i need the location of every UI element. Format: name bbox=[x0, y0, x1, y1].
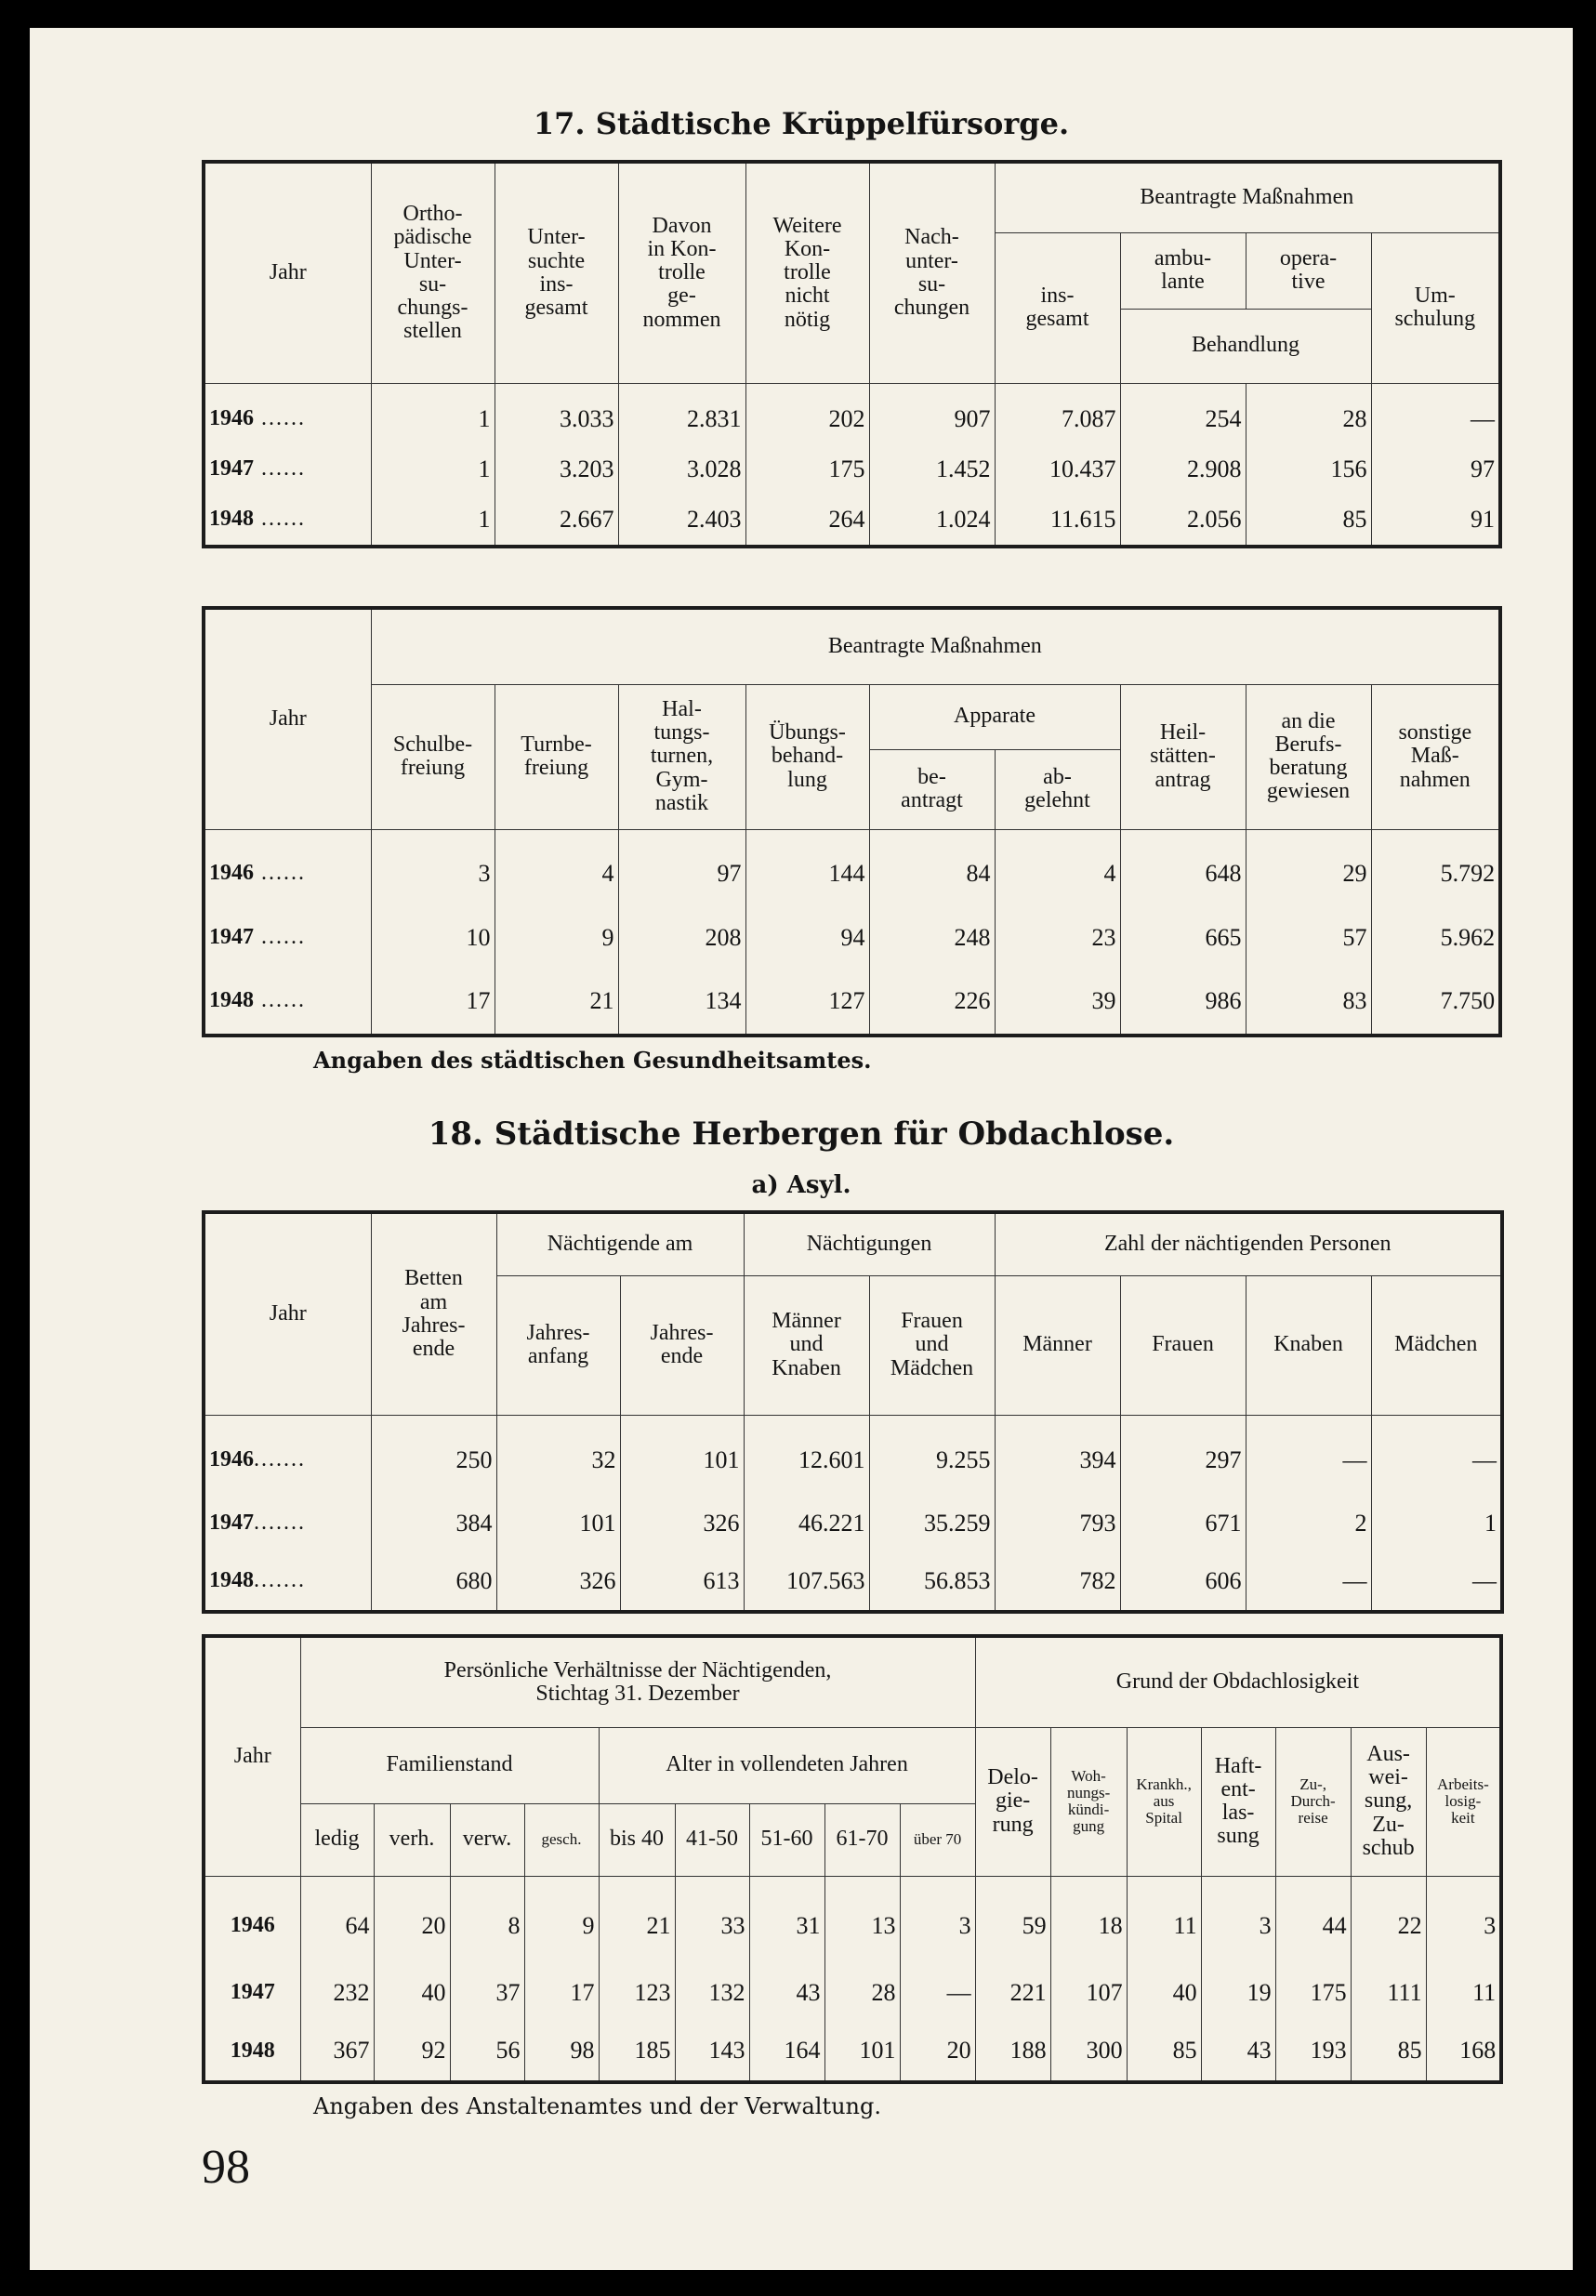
value-cell: 164 bbox=[749, 2021, 824, 2082]
year-cell: 1946 bbox=[209, 861, 254, 885]
value-cell: 19 bbox=[1201, 1965, 1275, 2021]
col-abgelehnt: ab- gelehnt bbox=[995, 749, 1120, 829]
group-alter: Alter in vollendeten Jahren bbox=[599, 1727, 975, 1803]
value-cell: 40 bbox=[374, 1965, 450, 2021]
value-cell: 127 bbox=[745, 968, 869, 1036]
value-cell: 680 bbox=[371, 1551, 496, 1612]
group-grund-obdachlosigkeit: Grund der Obdachlosigkeit bbox=[975, 1636, 1501, 1727]
document-page bbox=[30, 28, 1573, 2270]
col-behandlung: Behandlung bbox=[1120, 309, 1371, 383]
value-cell: 9.255 bbox=[869, 1415, 995, 1495]
source-note-gesundheitsamt: Angaben des städtischen Gesundheitsamtes. bbox=[313, 1047, 872, 1074]
year-cell: 1947 bbox=[209, 456, 254, 482]
col-jahr: Jahr bbox=[204, 608, 371, 829]
col-haltungsturnen: Hal- tungs- turnen, Gym- nastik bbox=[618, 684, 745, 829]
group-naechtigungen: Nächtigungen bbox=[744, 1212, 995, 1275]
year-cell: 1948 bbox=[209, 1567, 254, 1592]
col-jahresende: Jahres- ende bbox=[620, 1275, 744, 1415]
value-cell: 101 bbox=[824, 2021, 900, 2082]
value-cell: 2.831 bbox=[618, 383, 745, 445]
col-maenner: Männer bbox=[995, 1275, 1120, 1415]
value-cell: 46.221 bbox=[744, 1495, 869, 1550]
value-cell: 1.024 bbox=[869, 494, 995, 547]
col-insgesamt: ins- gesamt bbox=[995, 232, 1120, 383]
year-cell: 1948 bbox=[209, 506, 254, 531]
value-cell: 394 bbox=[995, 1415, 1120, 1495]
value-cell: 44 bbox=[1275, 1876, 1351, 1965]
col-umschulung: Um- schulung bbox=[1371, 232, 1500, 383]
col-61-70: 61-70 bbox=[824, 1803, 900, 1876]
table-row: 1946 ...... 1 3.033 2.831 202 907 7.087 254 28 — bbox=[204, 383, 1500, 445]
value-cell: 21 bbox=[599, 1876, 675, 1965]
col-jahr: Jahr bbox=[204, 162, 371, 383]
value-cell: 326 bbox=[496, 1551, 620, 1612]
value-cell: — bbox=[1246, 1415, 1371, 1495]
col-sonstige-massnahmen: sonstige Maß- nahmen bbox=[1371, 684, 1500, 829]
value-cell: 59 bbox=[975, 1876, 1050, 1965]
value-cell: 40 bbox=[1127, 1965, 1201, 2021]
col-schulbefreiung: Schulbe- freiung bbox=[371, 684, 495, 829]
table-obdachlose-verhaeltnisse bbox=[202, 1634, 1503, 2084]
value-cell: 83 bbox=[1246, 968, 1371, 1036]
value-cell: 326 bbox=[620, 1495, 744, 1550]
value-cell: 250 bbox=[371, 1415, 496, 1495]
value-cell: 28 bbox=[824, 1965, 900, 2021]
col-kontrolle-nicht-noetig: Weitere Kon- trolle nicht nötig bbox=[745, 162, 869, 383]
col-wohnungskuendigung: Woh- nungs- kündi- gung bbox=[1050, 1727, 1127, 1876]
table-row: 1946....... 250 32 101 12.601 9.255 394 297 — — bbox=[204, 1415, 1502, 1495]
value-cell: 2 bbox=[1246, 1495, 1371, 1550]
col-orthopaedische-stellen: Ortho- pädische Unter- su- chungs- stellen bbox=[371, 162, 495, 383]
value-cell: 2.667 bbox=[495, 494, 618, 547]
value-cell: 3 bbox=[371, 829, 495, 908]
value-cell: 208 bbox=[618, 908, 745, 968]
value-cell: 2.056 bbox=[1120, 494, 1246, 547]
value-cell: 297 bbox=[1120, 1415, 1246, 1495]
value-cell: 32 bbox=[496, 1415, 620, 1495]
value-cell: 28 bbox=[1246, 383, 1371, 445]
value-cell: 986 bbox=[1120, 968, 1246, 1036]
value-cell: 613 bbox=[620, 1551, 744, 1612]
value-cell: 101 bbox=[496, 1495, 620, 1550]
value-cell: 39 bbox=[995, 968, 1120, 1036]
value-cell: 384 bbox=[371, 1495, 496, 1550]
year-cell: 1946 bbox=[209, 1446, 254, 1471]
value-cell: 175 bbox=[1275, 1965, 1351, 2021]
value-cell: 97 bbox=[1371, 445, 1500, 494]
value-cell: 793 bbox=[995, 1495, 1120, 1550]
col-beantragt: be- antragt bbox=[869, 749, 995, 829]
value-cell: 11 bbox=[1127, 1876, 1201, 1965]
col-heilstaettenantrag: Heil- stätten- antrag bbox=[1120, 684, 1246, 829]
source-note-anstaltenamt: Angaben des Anstaltenamtes und der Verwaltung. bbox=[313, 2093, 881, 2119]
value-cell: 31 bbox=[749, 1876, 824, 1965]
value-cell: 606 bbox=[1120, 1551, 1246, 1612]
value-cell: 7.750 bbox=[1371, 968, 1500, 1036]
value-cell: 4 bbox=[495, 829, 618, 908]
value-cell: 11 bbox=[1426, 1965, 1501, 2021]
value-cell: 98 bbox=[524, 2021, 599, 2082]
table-row bbox=[204, 2021, 1501, 2082]
col-frauen-und-maedchen: Frauen und Mädchen bbox=[869, 1275, 995, 1415]
value-cell: 156 bbox=[1246, 445, 1371, 494]
page-number: 98 bbox=[202, 2141, 250, 2194]
table-row: 1947 ...... 1 3.203 3.028 175 1.452 10.437 2.908 156 97 bbox=[204, 445, 1500, 494]
value-cell: 2.908 bbox=[1120, 445, 1246, 494]
col-maedchen: Mädchen bbox=[1371, 1275, 1502, 1415]
group-zahl-personen: Zahl der nächtigenden Personen bbox=[995, 1212, 1502, 1275]
section-18-title: 18. Städtische Herbergen für Obdachlose. bbox=[428, 1115, 1175, 1153]
group-apparate: Apparate bbox=[869, 684, 1120, 749]
value-cell: 3 bbox=[900, 1876, 975, 1965]
col-ambulante: ambu- lante bbox=[1120, 232, 1246, 309]
value-cell: 671 bbox=[1120, 1495, 1246, 1550]
value-cell: 4 bbox=[995, 829, 1120, 908]
value-cell: 111 bbox=[1351, 1965, 1426, 2021]
col-41-50: 41-50 bbox=[675, 1803, 749, 1876]
col-jahresanfang: Jahres- anfang bbox=[496, 1275, 620, 1415]
value-cell: 10.437 bbox=[995, 445, 1120, 494]
table-row: 1947 ...... 10 9 208 94 248 23 665 57 5.962 bbox=[204, 908, 1500, 968]
col-ledig: ledig bbox=[300, 1803, 374, 1876]
value-cell: 248 bbox=[869, 908, 995, 968]
value-cell: 185 bbox=[599, 2021, 675, 2082]
value-cell: 5.792 bbox=[1371, 829, 1500, 908]
value-cell: 5.962 bbox=[1371, 908, 1500, 968]
value-cell: 1 bbox=[371, 494, 495, 547]
col-ueber-70: über 70 bbox=[900, 1803, 975, 1876]
col-berufsberatung: an die Berufs- beratung gewiesen bbox=[1246, 684, 1371, 829]
value-cell: 9 bbox=[524, 1876, 599, 1965]
group-naechtigende-am: Nächtigende am bbox=[496, 1212, 744, 1275]
value-cell: — bbox=[1371, 1551, 1502, 1612]
value-cell: 107.563 bbox=[744, 1551, 869, 1612]
year-cell: 1946 bbox=[209, 405, 254, 430]
value-cell: — bbox=[1371, 1415, 1502, 1495]
table-kruppelfursorge-2 bbox=[202, 606, 1502, 1037]
group-beantragte-massnahmen: Beantragte Maßnahmen bbox=[371, 608, 1500, 684]
col-durchreise: Zu-, Durch- reise bbox=[1275, 1727, 1351, 1876]
table-row: 1948 ...... 17 21 134 127 226 39 986 83 7.750 bbox=[204, 968, 1500, 1036]
value-cell: 3.033 bbox=[495, 383, 618, 445]
value-cell: 13 bbox=[824, 1876, 900, 1965]
table-kruppelfursorge-1 bbox=[202, 160, 1502, 548]
value-cell: — bbox=[1246, 1551, 1371, 1612]
col-delogierung: Delo- gie- rung bbox=[975, 1727, 1050, 1876]
group-familienstand: Familienstand bbox=[300, 1727, 599, 1803]
value-cell: 134 bbox=[618, 968, 745, 1036]
col-jahr: Jahr bbox=[204, 1636, 300, 1876]
col-knaben: Knaben bbox=[1246, 1275, 1371, 1415]
value-cell: 23 bbox=[995, 908, 1120, 968]
value-cell: 91 bbox=[1371, 494, 1500, 547]
value-cell: 92 bbox=[374, 2021, 450, 2082]
value-cell: 2.403 bbox=[618, 494, 745, 547]
col-haftentlassung: Haft- ent- las- sung bbox=[1201, 1727, 1275, 1876]
value-cell: 143 bbox=[675, 2021, 749, 2082]
group-persoenliche-verhaeltnisse: Persönliche Verhältnisse der Nächtigenden, Stichtag 31. Dezember bbox=[300, 1636, 975, 1727]
value-cell: 85 bbox=[1127, 2021, 1201, 2082]
year-cell: 1947 bbox=[230, 1980, 275, 2005]
col-operative: opera- tive bbox=[1246, 232, 1371, 309]
value-cell: 188 bbox=[975, 2021, 1050, 2082]
value-cell: 665 bbox=[1120, 908, 1246, 968]
value-cell: 18 bbox=[1050, 1876, 1127, 1965]
year-cell: 1946 bbox=[230, 1912, 275, 1937]
value-cell: 35.259 bbox=[869, 1495, 995, 1550]
value-cell: 22 bbox=[1351, 1876, 1426, 1965]
value-cell: 144 bbox=[745, 829, 869, 908]
value-cell: 132 bbox=[675, 1965, 749, 2021]
value-cell: 64 bbox=[300, 1876, 374, 1965]
value-cell: 94 bbox=[745, 908, 869, 968]
value-cell: 29 bbox=[1246, 829, 1371, 908]
col-verh: verh. bbox=[374, 1803, 450, 1876]
value-cell: 8 bbox=[450, 1876, 524, 1965]
value-cell: 85 bbox=[1351, 2021, 1426, 2082]
group-beantragte-massnahmen: Beantragte Maßnahmen bbox=[995, 162, 1500, 232]
value-cell: 20 bbox=[900, 2021, 975, 2082]
value-cell: 168 bbox=[1426, 2021, 1501, 2082]
value-cell: 1.452 bbox=[869, 445, 995, 494]
table-asyl bbox=[202, 1210, 1504, 1614]
value-cell: 3 bbox=[1426, 1876, 1501, 1965]
section-18-subtitle: a) Asyl. bbox=[751, 1171, 851, 1199]
value-cell: 37 bbox=[450, 1965, 524, 2021]
value-cell: 84 bbox=[869, 829, 995, 908]
value-cell: 221 bbox=[975, 1965, 1050, 2021]
value-cell: 9 bbox=[495, 908, 618, 968]
table-row: 1948....... 680 326 613 107.563 56.853 782 606 — — bbox=[204, 1551, 1502, 1612]
value-cell: 782 bbox=[995, 1551, 1120, 1612]
value-cell: 56.853 bbox=[869, 1551, 995, 1612]
value-cell: 3 bbox=[1201, 1876, 1275, 1965]
table-row: 1946 ...... 3 4 97 144 84 4 648 29 5.792 bbox=[204, 829, 1500, 908]
value-cell: 43 bbox=[749, 1965, 824, 2021]
col-frauen: Frauen bbox=[1120, 1275, 1246, 1415]
col-ausweisung: Aus- wei- sung, Zu- schub bbox=[1351, 1727, 1426, 1876]
value-cell: 7.087 bbox=[995, 383, 1120, 445]
col-verw: verw. bbox=[450, 1803, 524, 1876]
value-cell: 226 bbox=[869, 968, 995, 1036]
value-cell: 85 bbox=[1246, 494, 1371, 547]
year-cell: 1948 bbox=[230, 2038, 275, 2063]
col-uebungsbehandlung: Übungs- behand- lung bbox=[745, 684, 869, 829]
value-cell: 43 bbox=[1201, 2021, 1275, 2082]
value-cell: 3.203 bbox=[495, 445, 618, 494]
col-jahr: Jahr bbox=[204, 1212, 371, 1415]
value-cell: 12.601 bbox=[744, 1415, 869, 1495]
value-cell: 107 bbox=[1050, 1965, 1127, 2021]
value-cell: 11.615 bbox=[995, 494, 1120, 547]
value-cell: 264 bbox=[745, 494, 869, 547]
value-cell: 57 bbox=[1246, 908, 1371, 968]
value-cell: 33 bbox=[675, 1876, 749, 1965]
value-cell: 3.028 bbox=[618, 445, 745, 494]
value-cell: 123 bbox=[599, 1965, 675, 2021]
col-in-kontrolle: Davon in Kon- trolle ge- nommen bbox=[618, 162, 745, 383]
value-cell: 56 bbox=[450, 2021, 524, 2082]
value-cell: 367 bbox=[300, 2021, 374, 2082]
value-cell: 17 bbox=[371, 968, 495, 1036]
col-maenner-und-knaben: Männer und Knaben bbox=[744, 1275, 869, 1415]
table-row bbox=[204, 1876, 1501, 1965]
value-cell: 1 bbox=[371, 445, 495, 494]
value-cell: 254 bbox=[1120, 383, 1246, 445]
value-cell: 20 bbox=[374, 1876, 450, 1965]
value-cell: — bbox=[900, 1965, 975, 2021]
col-bis-40: bis 40 bbox=[599, 1803, 675, 1876]
table-row: 1948 ...... 1 2.667 2.403 264 1.024 11.615 2.056 85 91 bbox=[204, 494, 1500, 547]
col-51-60: 51-60 bbox=[749, 1803, 824, 1876]
value-cell: 97 bbox=[618, 829, 745, 908]
value-cell: 101 bbox=[620, 1415, 744, 1495]
value-cell: — bbox=[1371, 383, 1500, 445]
col-krankheit-spital: Krankh., aus Spital bbox=[1127, 1727, 1201, 1876]
col-turnbefreiung: Turnbe- freiung bbox=[495, 684, 618, 829]
table-row: 1947....... 384 101 326 46.221 35.259 793 671 2 1 bbox=[204, 1495, 1502, 1550]
section-17-title: 17. Städtische Krüppelfürsorge. bbox=[533, 106, 1070, 141]
year-cell: 1948 bbox=[209, 987, 254, 1012]
value-cell: 1 bbox=[371, 383, 495, 445]
table-row bbox=[204, 1965, 1501, 2021]
value-cell: 232 bbox=[300, 1965, 374, 2021]
value-cell: 300 bbox=[1050, 2021, 1127, 2082]
col-arbeitslosigkeit: Arbeits- losig- keit bbox=[1426, 1727, 1501, 1876]
value-cell: 202 bbox=[745, 383, 869, 445]
value-cell: 907 bbox=[869, 383, 995, 445]
col-gesch: gesch. bbox=[524, 1803, 599, 1876]
value-cell: 10 bbox=[371, 908, 495, 968]
year-cell: 1947 bbox=[209, 1510, 254, 1535]
col-untersuchte: Unter- suchte ins- gesamt bbox=[495, 162, 618, 383]
value-cell: 193 bbox=[1275, 2021, 1351, 2082]
year-cell: 1947 bbox=[209, 925, 254, 950]
value-cell: 17 bbox=[524, 1965, 599, 2021]
value-cell: 648 bbox=[1120, 829, 1246, 908]
value-cell: 175 bbox=[745, 445, 869, 494]
col-betten-am-jahresende: Betten am Jahres- ende bbox=[371, 1212, 496, 1415]
col-nachuntersuchungen: Nach- unter- su- chungen bbox=[869, 162, 995, 383]
value-cell: 21 bbox=[495, 968, 618, 1036]
value-cell: 1 bbox=[1371, 1495, 1502, 1550]
